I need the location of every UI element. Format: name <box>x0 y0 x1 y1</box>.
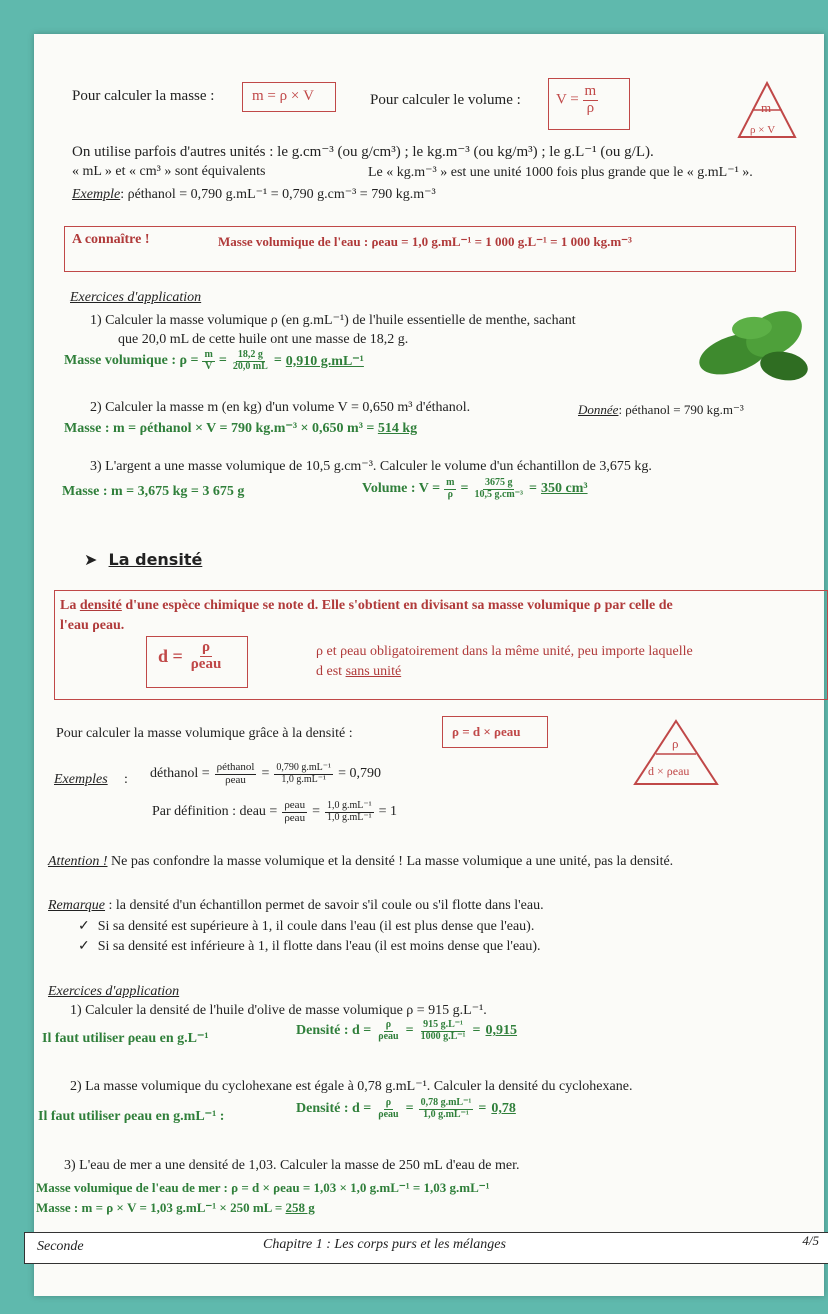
document-page: Pour calculer la masse : m = ρ × V Pour calculer le volume : V = $\frac{m}{\rho}$ m ρ × V On utilise parfois d'autres unités : le g.cm⁻³ (ou g/cm³) ; le kg.m⁻³ (ou kg/m³) ; le g.L⁻¹ (ou g/L). « mL » et « cm³ » sont équivalents Le « kg.m⁻³ » est une unité 1000 fois plus grande que le « g.mL⁻¹ ». Exemple: ρéthanol = 0,790 g.mL⁻¹ = 0,790 g.cm⁻³ = 790 kg.m⁻³ A connaître ! Masse volumique de l'eau : ρeau = 1,0 g.mL⁻¹ = 1 000 g.L⁻¹ = 1 000 kg.m⁻³ Exercices d'application 1) Calculer la masse volumique ρ (en g.mL⁻¹) de l'huile essentielle de menthe, sachant que 20,0 mL de cette huile ont une masse de 18,2 g. Masse volumique : ρ = $\frac{m}{V}$ = $\frac{18,2 g}{20,0 mL}$ = 0,910 g.mL⁻¹ 2) Calculer la masse m (en kg) d'un volume V = 0,650 m³ d'éthanol. Donnée: ρéthanol = 790 kg.m⁻³ Masse : m = ρéthanol × V = 790 kg.m⁻³ × 0,650 m³ = 514 kg 3) L'argent a une masse volumique de 10,5 g.cm⁻³. Calculer le volume d'un échantillon de 3,675 kg. Masse : m = 3,675 kg = 3 675 g Volume : V = $\frac{m}{\rho}$ = $\frac{3675 g}{\text{10,5 g.cm⁻³}}$ = 350 cm³ ➤ La densité La densité d'une espèce chimique se note d. Elle s'obtient en divisant sa masse volumique ρ par celle de l'eau ρeau. d = $\frac{\rho}{\text{ρeau}}$ ρ et ρeau obligatoirement dans la même unité, peu importe laquelle d est sans unité Pour calculer la masse volumique grâce à la densité : ρ = d × ρeau ρ d × ρeau Exemples : déthanol = $\frac{\text{ρéthanol}}{\text{ρeau}}$ = $\frac{\text{0,790 g.mL⁻¹}}{\text{1,0 g.mL⁻¹}}$ = 0,790 Par définition : deau = $\frac{\text{ρeau}}{\text{ρeau}}$ = $\frac{\text{1,0 g.mL⁻¹}}{\text{1,0 g.mL⁻¹}}$ = 1 Attention ! Ne pas confondre la masse volumique et la densité ! La masse volumique a une unité, pas la densité. Remarque : la densité d'un échantillon permet de savoir s'il coule ou s'il flotte dans l'eau. ✓ Si sa densité est supérieure à 1, il coule dans l'eau (il est plus dense que l'eau). ✓ Si sa densité est inférieure à 1, il flotte dans l'eau (il est moins dense que l'eau). Exercices d'application 1) Calculer la densité de l'huile d'olive de masse volumique ρ = 915 g.L⁻¹. Il faut utiliser ρeau en g.L⁻¹ Densité : d = $\frac{\rho}{\text{ρeau}}$ = $\frac{\text{915 g.L⁻¹}}{\text{1000 g.L⁻¹}}$ = 0,915 2) La masse volumique du cyclohexane est égale à 0,78 g.mL⁻¹. Calculer la densité du cyclohexane. Il faut utiliser ρeau en g.mL⁻¹ : Densité : d = $\frac{\rho}{\text{ρeau}}$ = $\frac{\text{0,78 g.mL⁻¹}}{\text{1,0 g.mL⁻¹}}$ = 0,78 3) L'eau de mer a une densité de 1,03. Calculer la masse de 250 mL d'eau de mer. Masse volumique de l'eau de mer : ρ = d × ρeau = 1,03 × 1,0 g.mL⁻¹ = 1,03 g.mL⁻¹ Masse : m = ρ × V = 1,03 g.mL⁻¹ × 250 mL = 258 g Seconde Chapitre 1 : Les corps purs et les mélanges 4/5 <box>34 34 824 1296</box>
ex2-hint-2: Il faut utiliser ρeau en g.mL⁻¹ : <box>38 1109 225 1124</box>
ex1-question-3: 3) L'argent a une masse volumique de 10,5 g.cm⁻³. Calculer le volume d'un échantillon de 3,675 kg. <box>90 459 652 474</box>
page-footer <box>24 1232 828 1264</box>
exercises-heading-1: Exercices d'application <box>70 290 202 305</box>
density-definition-water: Par définition : deau = $\frac{\text{ρeau}}{\text{ρeau}}$ = $\frac{\text{1,0 g.mL⁻¹}}{\text{1,0 g.mL⁻¹}}$ = 1 <box>152 799 398 824</box>
ex2-question-2: 2) La masse volumique du cyclohexane est égale à 0,78 g.mL⁻¹. Calculer la densité du cyclohexane. <box>70 1079 633 1094</box>
mass-triangle-bottom: ρ × V <box>750 124 776 136</box>
density-example-ethanol: déthanol = $\frac{\text{ρéthanol}}{\text{ρeau}}$ = $\frac{\text{0,790 g.mL⁻¹}}{\text{1,0 g.mL⁻¹}}$ = 0,790 <box>150 761 381 786</box>
attention-note: Attention ! Ne pas confondre la masse volumique et la densité ! La masse volumique a une unité, pas la densité. <box>48 854 674 869</box>
density-note-2: d est sans unité <box>316 664 402 679</box>
ex2-question-1: 1) Calculer la densité de l'huile d'olive de masse volumique ρ = 915 g.L⁻¹. <box>70 1003 487 1018</box>
volume-formula: V = $\frac{m}{\rho}$ <box>556 83 597 116</box>
density-triangle-bottom: d × ρeau <box>648 764 690 778</box>
know-label: A connaître ! <box>72 232 150 247</box>
density-formula: d = $\frac{\rho}{\text{ρeau}}$ <box>158 639 222 672</box>
volume-formula-label: Pour calculer le volume : <box>370 92 521 108</box>
know-text: Masse volumique de l'eau : ρeau = 1,0 g.mL⁻¹ = 1 000 g.L⁻¹ = 1 000 kg.m⁻³ <box>218 234 632 249</box>
remark-bullet-2: ✓ Si sa densité est inférieure à 1, il flotte dans l'eau (il est moins dense que l'eau). <box>78 939 541 954</box>
ex1-answer-3-volume: Volume : V = $\frac{m}{\rho}$ = $\frac{3675 g}{\text{10,5 g.cm⁻³}}$ = 350 cm³ <box>362 477 588 500</box>
units-example: Exemple: ρéthanol = 0,790 g.mL⁻¹ = 0,790 g.cm⁻³ = 790 kg.m⁻³ <box>72 187 436 202</box>
mass-triangle-top: m <box>761 100 772 115</box>
density-definition-line-2: l'eau ρeau. <box>60 618 125 633</box>
ex1-answer-2: Masse : m = ρéthanol × V = 790 kg.m⁻³ × 0,650 m³ = 514 kg <box>64 421 418 436</box>
remark: Remarque : la densité d'un échantillon permet de savoir s'il coule ou s'il flotte dans l'eau. <box>48 898 544 913</box>
ex1-answer-3-mass: Masse : m = 3,675 kg = 3 675 g <box>62 484 245 499</box>
density-triangle-top: ρ <box>672 736 679 751</box>
ex2-answer-2: Densité : d = $\frac{\rho}{\text{ρeau}}$ = $\frac{\text{0,78 g.mL⁻¹}}{\text{1,0 g.mL⁻¹}}$ = 0,78 <box>296 1097 516 1120</box>
mass-formula: m = ρ × V <box>252 88 314 104</box>
ex1-answer-1: Masse volumique : ρ = $\frac{m}{V}$ = $\frac{18,2 g}{20,0 mL}$ = 0,910 g.mL⁻¹ <box>64 349 364 372</box>
units-line-1: On utilise parfois d'autres unités : le g.cm⁻³ (ou g/cm³) ; le kg.m⁻³ (ou kg/m³) ; le g.L⁻¹ (ou g/L). <box>72 144 654 160</box>
density-definition-line-1: La densité d'une espèce chimique se note d. Elle s'obtient en divisant sa masse volumique ρ par celle de <box>60 598 673 613</box>
checkmark-icon: ✓ <box>78 939 90 954</box>
exercises-heading-2: Exercices d'application <box>48 984 180 999</box>
mint-leaf-icon <box>694 304 812 386</box>
checkmark-icon: ✓ <box>78 919 90 934</box>
density-calc-formula: ρ = d × ρeau <box>452 724 521 739</box>
mass-formula-label: Pour calculer la masse : <box>72 88 215 104</box>
footer-class: Seconde <box>37 1239 84 1254</box>
ex2-answer-3-line-2: Masse : m = ρ × V = 1,03 g.mL⁻¹ × 250 mL = 258 g <box>36 1200 315 1215</box>
footer-chapter: Chapitre 1 : Les corps purs et les mélanges <box>263 1237 506 1252</box>
density-section-title: ➤ La densité <box>84 550 203 569</box>
ex1-question-1a: 1) Calculer la masse volumique ρ (en g.mL⁻¹) de l'huile essentielle de menthe, sachant <box>90 313 576 328</box>
ex1-question-2-data: Donnée: ρéthanol = 790 kg.m⁻³ <box>578 402 744 417</box>
ex1-question-2: 2) Calculer la masse m (en kg) d'un volume V = 0,650 m³ d'éthanol. <box>90 400 471 415</box>
arrow-icon: ➤ <box>84 550 109 569</box>
units-line-2a: « mL » et « cm³ » sont équivalents <box>72 164 266 179</box>
ex2-hint-1: Il faut utiliser ρeau en g.L⁻¹ <box>42 1031 209 1046</box>
footer-page-number: 4/5 <box>802 1233 819 1248</box>
density-note-1: ρ et ρeau obligatoirement dans la même unité, peu importe laquelle <box>316 644 693 659</box>
ex1-question-1b: que 20,0 mL de cette huile ont une masse de 18,2 g. <box>118 332 409 347</box>
examples-label: Exemples <box>54 772 108 787</box>
density-calc-label: Pour calculer la masse volumique grâce à la densité : <box>56 726 353 741</box>
ex2-answer-3-line-1: Masse volumique de l'eau de mer : ρ = d × ρeau = 1,03 × 1,0 g.mL⁻¹ = 1,03 g.mL⁻¹ <box>36 1180 490 1195</box>
ex2-answer-1: Densité : d = $\frac{\rho}{\text{ρeau}}$ = $\frac{\text{915 g.L⁻¹}}{\text{1000 g.L⁻¹}}$ = 0,915 <box>296 1019 518 1042</box>
units-line-2b: Le « kg.m⁻³ » est une unité 1000 fois plus grande que le « g.mL⁻¹ ». <box>368 165 753 180</box>
ex2-question-3: 3) L'eau de mer a une densité de 1,03. Calculer la masse de 250 mL d'eau de mer. <box>64 1158 520 1173</box>
remark-bullet-1: ✓ Si sa densité est supérieure à 1, il coule dans l'eau (il est plus dense que l'eau). <box>78 919 535 934</box>
